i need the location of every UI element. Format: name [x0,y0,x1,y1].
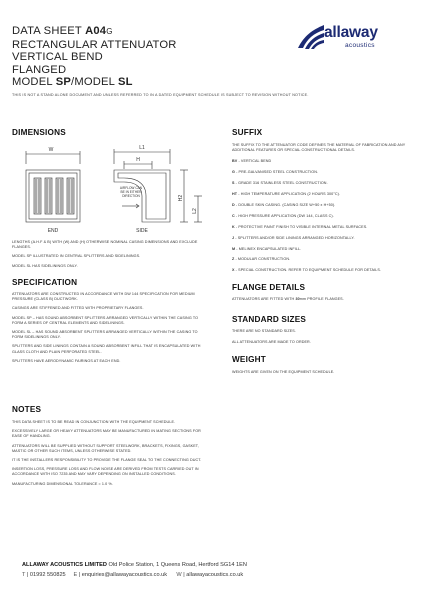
flange-text [232,297,414,302]
suffix-code: M [232,246,236,251]
notes-heading: NOTES [12,405,42,414]
suffix-code: S [232,181,235,186]
specification-heading: SPECIFICATION [12,278,78,287]
spec-para: MODEL SL – HAS SOUND ABSORBENT SPLITTERS ARRANGED VERTICALLY WITHIN THE CASING TO FORM SIDELININGS ONLY. [12,330,198,340]
dim-label-h: H [136,157,140,163]
data-sheet-suffix: G [106,27,113,36]
standard-sizes-heading: STANDARD SIZES [232,315,307,324]
footer-address: Old Police Station, 1 Queens Road, Hertford SG14 1EN [106,562,247,568]
footer [22,560,422,580]
model-line [12,76,312,89]
end-view-label: END [47,228,59,234]
model-mid: /MODEL [71,76,119,89]
spec-para: CASINGS ARE STIFFENED AND FITTED WITH PROPRIETARY FLANGES. [12,306,144,311]
logo-sub: acoustics [345,42,375,49]
dimensions-notes [12,240,208,273]
suffix-text: - DOUBLE SKIN CASING. (CASING SIZE W+50 x H+50). [234,202,336,207]
end-view-splitters [34,178,74,214]
suffix-text: - SPLITTERS AND/OR SIDE LININGS ARRANGED HORIZONTALLY. [234,235,355,240]
suffix-code: K [232,224,235,229]
suffix-code: D [232,202,235,207]
disclaimer: THIS IS NOT A STAND ALONE DOCUMENT AND UNLESS REFERRED TO IN A DATED EQUIPMENT SCHEDULE IS SUBJECT TO REVISION WITHOUT NOTICE. [12,92,309,97]
suffix-item [232,170,414,175]
attenuator-drawing [22,142,212,242]
suffix-text: - MODULAR CONSTRUCTION. [234,257,291,262]
dimensions-note-2: MODEL SP ILLUSTRATED IN CENTRAL SPLITTERS AND SIDELININGS. [12,254,141,259]
suffix-heading: SUFFIX [232,128,263,137]
suffix-text: - SPECIAL CONSTRUCTION. REFER TO EQUIPMENT SCHEDULE FOR DETAILS. [234,268,382,273]
specification-body [12,292,208,368]
footer-web[interactable]: | allawayacoustics.co.uk [183,572,244,578]
model-sp: SP [55,76,72,89]
note-para: MANUFACTURING DIMENSIONAL TOLERANCE = 1.0 %. [12,481,113,486]
logo-mark-icon [296,22,326,52]
suffix-item [232,225,414,230]
allaway-logo [292,21,422,57]
suffix-text: - GRADE 316 STAINLESS STEEL CONSTRUCTION. [234,181,328,186]
suffix-code: J [232,235,235,240]
note-para: INSERTION LOSS, PRESSURE LOSS AND FLOW NOISE ARE DERIVED FROM TESTS CARRIED OUT IN ACCORDANCE WITH ISO 7235 AND MAY VARY DEPENDING ON INSTALLED CONDITIONS. [12,467,199,477]
title-block [12,25,312,98]
suffix-item [232,181,414,186]
suffix-code: X [232,268,235,273]
flange-heading: FLANGE DETAILS [232,283,306,292]
suffix-item [232,203,414,208]
title-line-2: RECTANGULAR ATTENUATOR [12,38,177,51]
note-para: EXCESSIVELY LARGE OR HEAVY ATTENUATORS MAY BE MANUFACTURED IN MATING SECTIONS FOR EASE OF HANDLING. [12,429,201,439]
dim-label-l2: L2 [192,208,198,214]
dim-label-w: W [48,147,54,153]
dim-label-h2: H2 [178,194,184,202]
dimensions-note-1: LENGTHS (A.H.F & B) WITH (W) AND (H) OTHERWISE NOMINAL CASING DIMENSIONS AND EXCLUDE FLANGES. [12,240,198,250]
footer-address-line [22,560,422,570]
suffix-text: - VERTICAL BEND [237,159,272,164]
phone-label: T [22,572,26,578]
suffix-item [232,268,414,273]
spec-para: ATTENUATORS ARE CONSTRUCTED IN ACCORDANCE WITH DW 144 SPECIFICATION FOR MEDIUM PRESSURE (CLASS B) DUCTWORK. [12,292,195,302]
dim-label-l1: L1 [139,145,145,151]
suffix-body [232,143,414,279]
standard-sizes-line-2: ALL ATTENUATORS ARE MADE TO ORDER. [232,340,311,345]
flange-size: 30 [295,297,300,301]
data-sheet-line [12,25,312,39]
suffix-text: - PROTECTIVE PAINT FINISH TO VISIBLE INTERNAL METAL SURFACES. [234,224,368,229]
weight-body [232,370,414,379]
dimensions-heading: DIMENSIONS [12,128,66,137]
flange-body [232,297,414,306]
suffix-item [232,159,414,164]
flange-text-suffix: mm PROFILE FLANGES. [299,297,344,301]
footer-company: ALLAWAY ACOUSTICS LIMITED [22,562,107,568]
note-para: ATTENUATORS WILL BE SUPPLIED WITHOUT SUPPORT STEELWORK, BRACKETS, FIXINGS, GASKET, MASTIC OR OTHER SUCH ITEMS, UNLESS OTHERWISE STATED. [12,443,199,453]
standard-sizes-line-1: THERE ARE NO STANDARD SIZES. [232,329,296,333]
title-line-4: FLANGED [12,63,67,76]
footer-email[interactable]: | enquiries@allawayacoustics.co.uk [78,572,168,578]
suffix-text: - HIGH TEMPERATURE APPLICATION (2 HOURS 300°C). [237,192,341,197]
footer-phone[interactable]: | 01992 550825 [26,572,66,578]
suffix-text: - MELINEX ENCAPSULATED INFILL. [235,246,302,251]
web-label: W [176,572,182,578]
weight-heading: WEIGHT [232,355,266,364]
model-sl: SL [118,76,133,89]
suffix-item [232,214,414,219]
suffix-code: C [232,213,235,218]
suffix-item [232,247,414,252]
notes-body [12,420,208,491]
airflow-note: AIRFLOW CAN BE IN EITHER DIRECTION [119,186,143,198]
suffix-code: G [232,170,235,175]
email-label: E [73,572,78,578]
standard-sizes-body [232,329,414,349]
flange-text-prefix: ATTENUATORS ARE FITTED WITH [232,297,296,301]
logo-name: allaway [324,24,378,41]
dimensions-note-3: MODEL SL HAS SIDELININGS ONLY. [12,263,78,268]
spec-para: MODEL SP – HAS SOUND ABSORBENT SPLITTERS ARRANGED VERTICALLY WITHIN THE CASING TO FORM A SERIES OF CENTRAL ELEMENTS AND SIDELININGS. [12,315,199,325]
note-para: THIS DATA SHEET IS TO BE READ IN CONJUNCTION WITH THE EQUIPMENT SCHEDULE. [12,420,176,424]
note-para: IT IS THE INSTALLERS RESPONSIBILITY TO PROVIDE THE FLANGE SEAL TO THE CONNECTING DUCT. [12,458,202,463]
suffix-code: HT [232,192,238,197]
suffix-code: BV [232,159,238,164]
suffix-text: - HIGH PRESSURE APPLICATION (DW 144, CLASS C). [234,213,334,218]
suffix-text: - PRE-GALVANISED STEEL CONSTRUCTION. [234,170,319,175]
spec-para: SPLITTERS AND SIDE LININGS CONTAIN A SOUND ABSORBENT INFILL THAT IS ENCAPSULATED WITH GLASS CLOTH AND PLAIN PERFORATED STEEL. [12,344,201,354]
data-sheet-code: A04 [85,25,107,37]
suffix-intro: THE SUFFIX TO THE ATTENUATOR CODE DEFINES THE MATERIAL OF FABRICATION AND ANY ADDITIONAL FEATURES OR SPECIAL CONSTRUCTIONAL DETAILS. [232,143,406,153]
suffix-item [232,192,414,197]
suffix-code: Z [232,257,235,262]
suffix-item [232,257,414,262]
suffix-item [232,236,414,241]
weight-text: WEIGHTS ARE GIVEN ON THE EQUIPMENT SCHEDULE. [232,370,335,374]
data-sheet-prefix: DATA SHEET [12,25,86,37]
model-prefix: MODEL [12,76,56,89]
footer-contact-line [22,570,422,580]
title-line-3: VERTICAL BEND [12,51,103,64]
side-view-label: SIDE [136,228,148,234]
spec-para: SPLITTERS HAVE AERODYNAMIC FAIRINGS AT EACH END. [12,358,121,363]
